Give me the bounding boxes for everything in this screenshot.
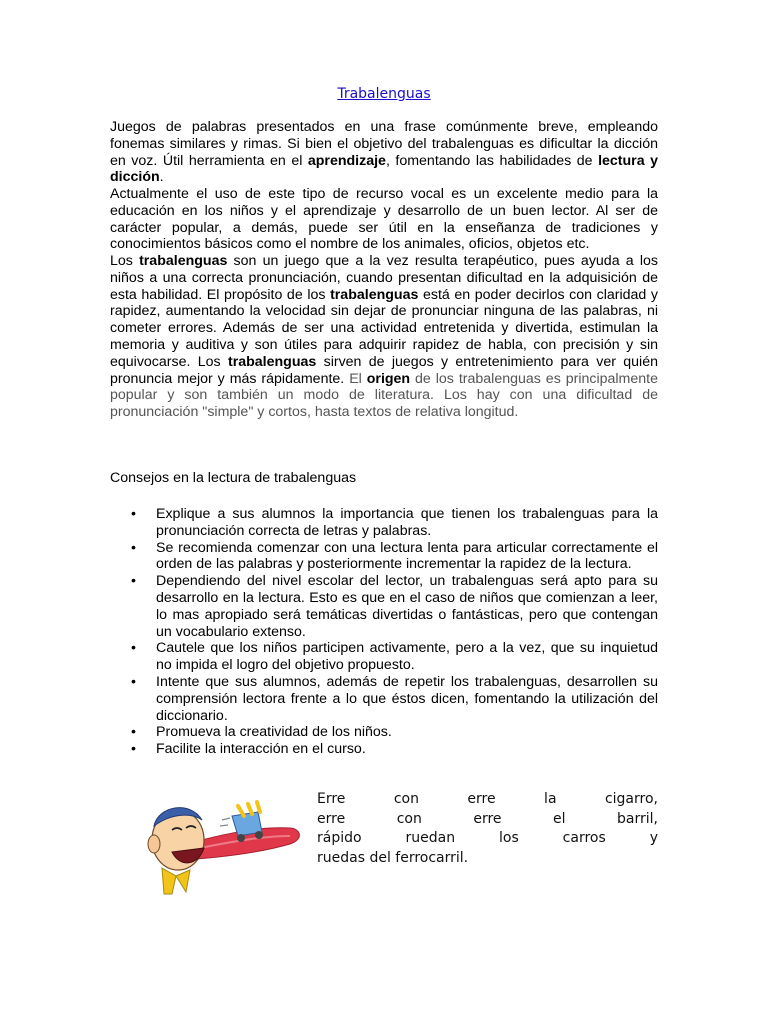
list-item-text: Promueva la creatividad de los niños. — [156, 724, 392, 741]
list-item — [110, 674, 658, 724]
tongue-twister-poem — [317, 790, 658, 868]
text-run: Los — [110, 253, 140, 269]
bullet-icon: • — [131, 506, 136, 522]
text-run: está en poder decirlos con claridad y rapidez, aumentando la velocidad sin dejar de pronunciar ninguna de las palabras, ni cometer errores. Además de ser una actividad entretenida y divertida, estimulan la memoria y auditiva y son útiles para adquirir rapidez de habla, con precisión y sin equivocarse. Los — [110, 286, 659, 370]
bold-term: trabalenguas — [227, 353, 317, 370]
list-item-text: Dependiendo del nivel escolar del lector, un trabalenguas será apto para su desarrollo en la lectura. Esto es que en el caso de niños que comienzan a leer, lo mas apropiado será temáticas divertidas o fantásticas, pero que contengan un vocabulario extenso. — [156, 573, 658, 640]
intro-paragraph-1 — [110, 119, 658, 186]
list-item — [110, 741, 658, 758]
bullet-icon: • — [131, 573, 136, 590]
child-tongue-twister-cartoon-icon — [140, 796, 305, 896]
list-item — [110, 506, 658, 540]
bullet-icon: • — [131, 741, 136, 758]
tips-list — [110, 506, 658, 758]
intro-paragraph-2: Actualmente el uso de este tipo de recurso vocal es un excelente medio para la educación en los niños y el aprendizaje y desarrollo de un buen lector. Al ser de carácter popular, a demás, puede ser útil en la enseñanza de tradiciones y conocimientos básicos como el nombre de los animales, oficios, objetos etc. — [110, 186, 658, 253]
page-title[interactable]: Trabalenguas — [337, 86, 431, 102]
list-item-text: Facilite la interacción en el curso. — [156, 741, 366, 758]
text-run: sirven de juegos y entretenimiento para ver quién pronuncia mejor y más rápidamente. — [110, 353, 658, 387]
bold-term: trabalenguas — [139, 253, 228, 269]
poem-line: rápido ruedan los carros y — [317, 830, 658, 846]
bullet-icon: • — [131, 539, 136, 556]
list-item-text: Cautele que los niños participen activamente, pero a la vez, que su inquietud no impida el logro del objetivo propuesto. — [156, 640, 658, 674]
poem-line: ruedas del ferrocarril. — [317, 849, 469, 866]
text-run: Juegos de palabras presentados en una frase comúnmente breve, empleando fonemas similares y rimas. Si bien el objetivo del trabalenguas es dificultar la dicción en voz. Útil herramienta en el — [110, 119, 658, 169]
bold-term: aprendizaje — [307, 152, 386, 169]
bullet-icon: • — [131, 724, 136, 741]
list-item — [110, 724, 658, 741]
list-item-text: Explique a sus alumnos la importancia que tienen los trabalenguas para la pronunciación correcta de letras y palabras. — [156, 506, 658, 539]
list-item — [110, 640, 658, 674]
list-item-text: Se recomienda comenzar con una lectura lenta para articular correctamente el orden de las palabras y posteriormente incrementar la rapidez de la lectura. — [156, 539, 658, 573]
list-item — [110, 573, 658, 640]
bold-term: origen — [366, 370, 411, 387]
bullet-icon: • — [131, 673, 136, 690]
intro-paragraph-3 — [110, 253, 658, 421]
poem-line: Erre con erre la cigarro, — [317, 791, 658, 807]
tips-heading: Consejos en la lectura de trabalenguas — [110, 470, 357, 486]
poem-line: erre con erre el barril, — [317, 810, 658, 827]
bold-term: trabalenguas — [330, 286, 419, 303]
gray-text-run: de los trabalenguas es principalmente popular y son también un modo de literatura. Los hay con una dificultad de pronunciación "simple" y cortos, hasta textos de relativa longitud. — [110, 370, 658, 421]
text-run: , fomentando las habilidades de — [385, 152, 599, 169]
bold-term: lectura y dicción — [110, 152, 658, 186]
list-item-text: Intente que sus alumnos, además de repetir los trabalenguas, desarrollen su comprensión lectora frente a lo que éstos dicen, fomentando la utilización del diccionario. — [156, 673, 658, 724]
gray-text-run: El — [349, 370, 367, 387]
text-run: . — [159, 169, 164, 186]
bullet-icon: • — [131, 640, 136, 657]
list-item — [110, 540, 658, 574]
text-run: son un juego que a la vez resulta terapéutico, pues ayuda a los niños a una correcta pronunciación, cuando presentan dificultad en la adquisición de esta habilidad. El propósito de los — [110, 253, 658, 303]
